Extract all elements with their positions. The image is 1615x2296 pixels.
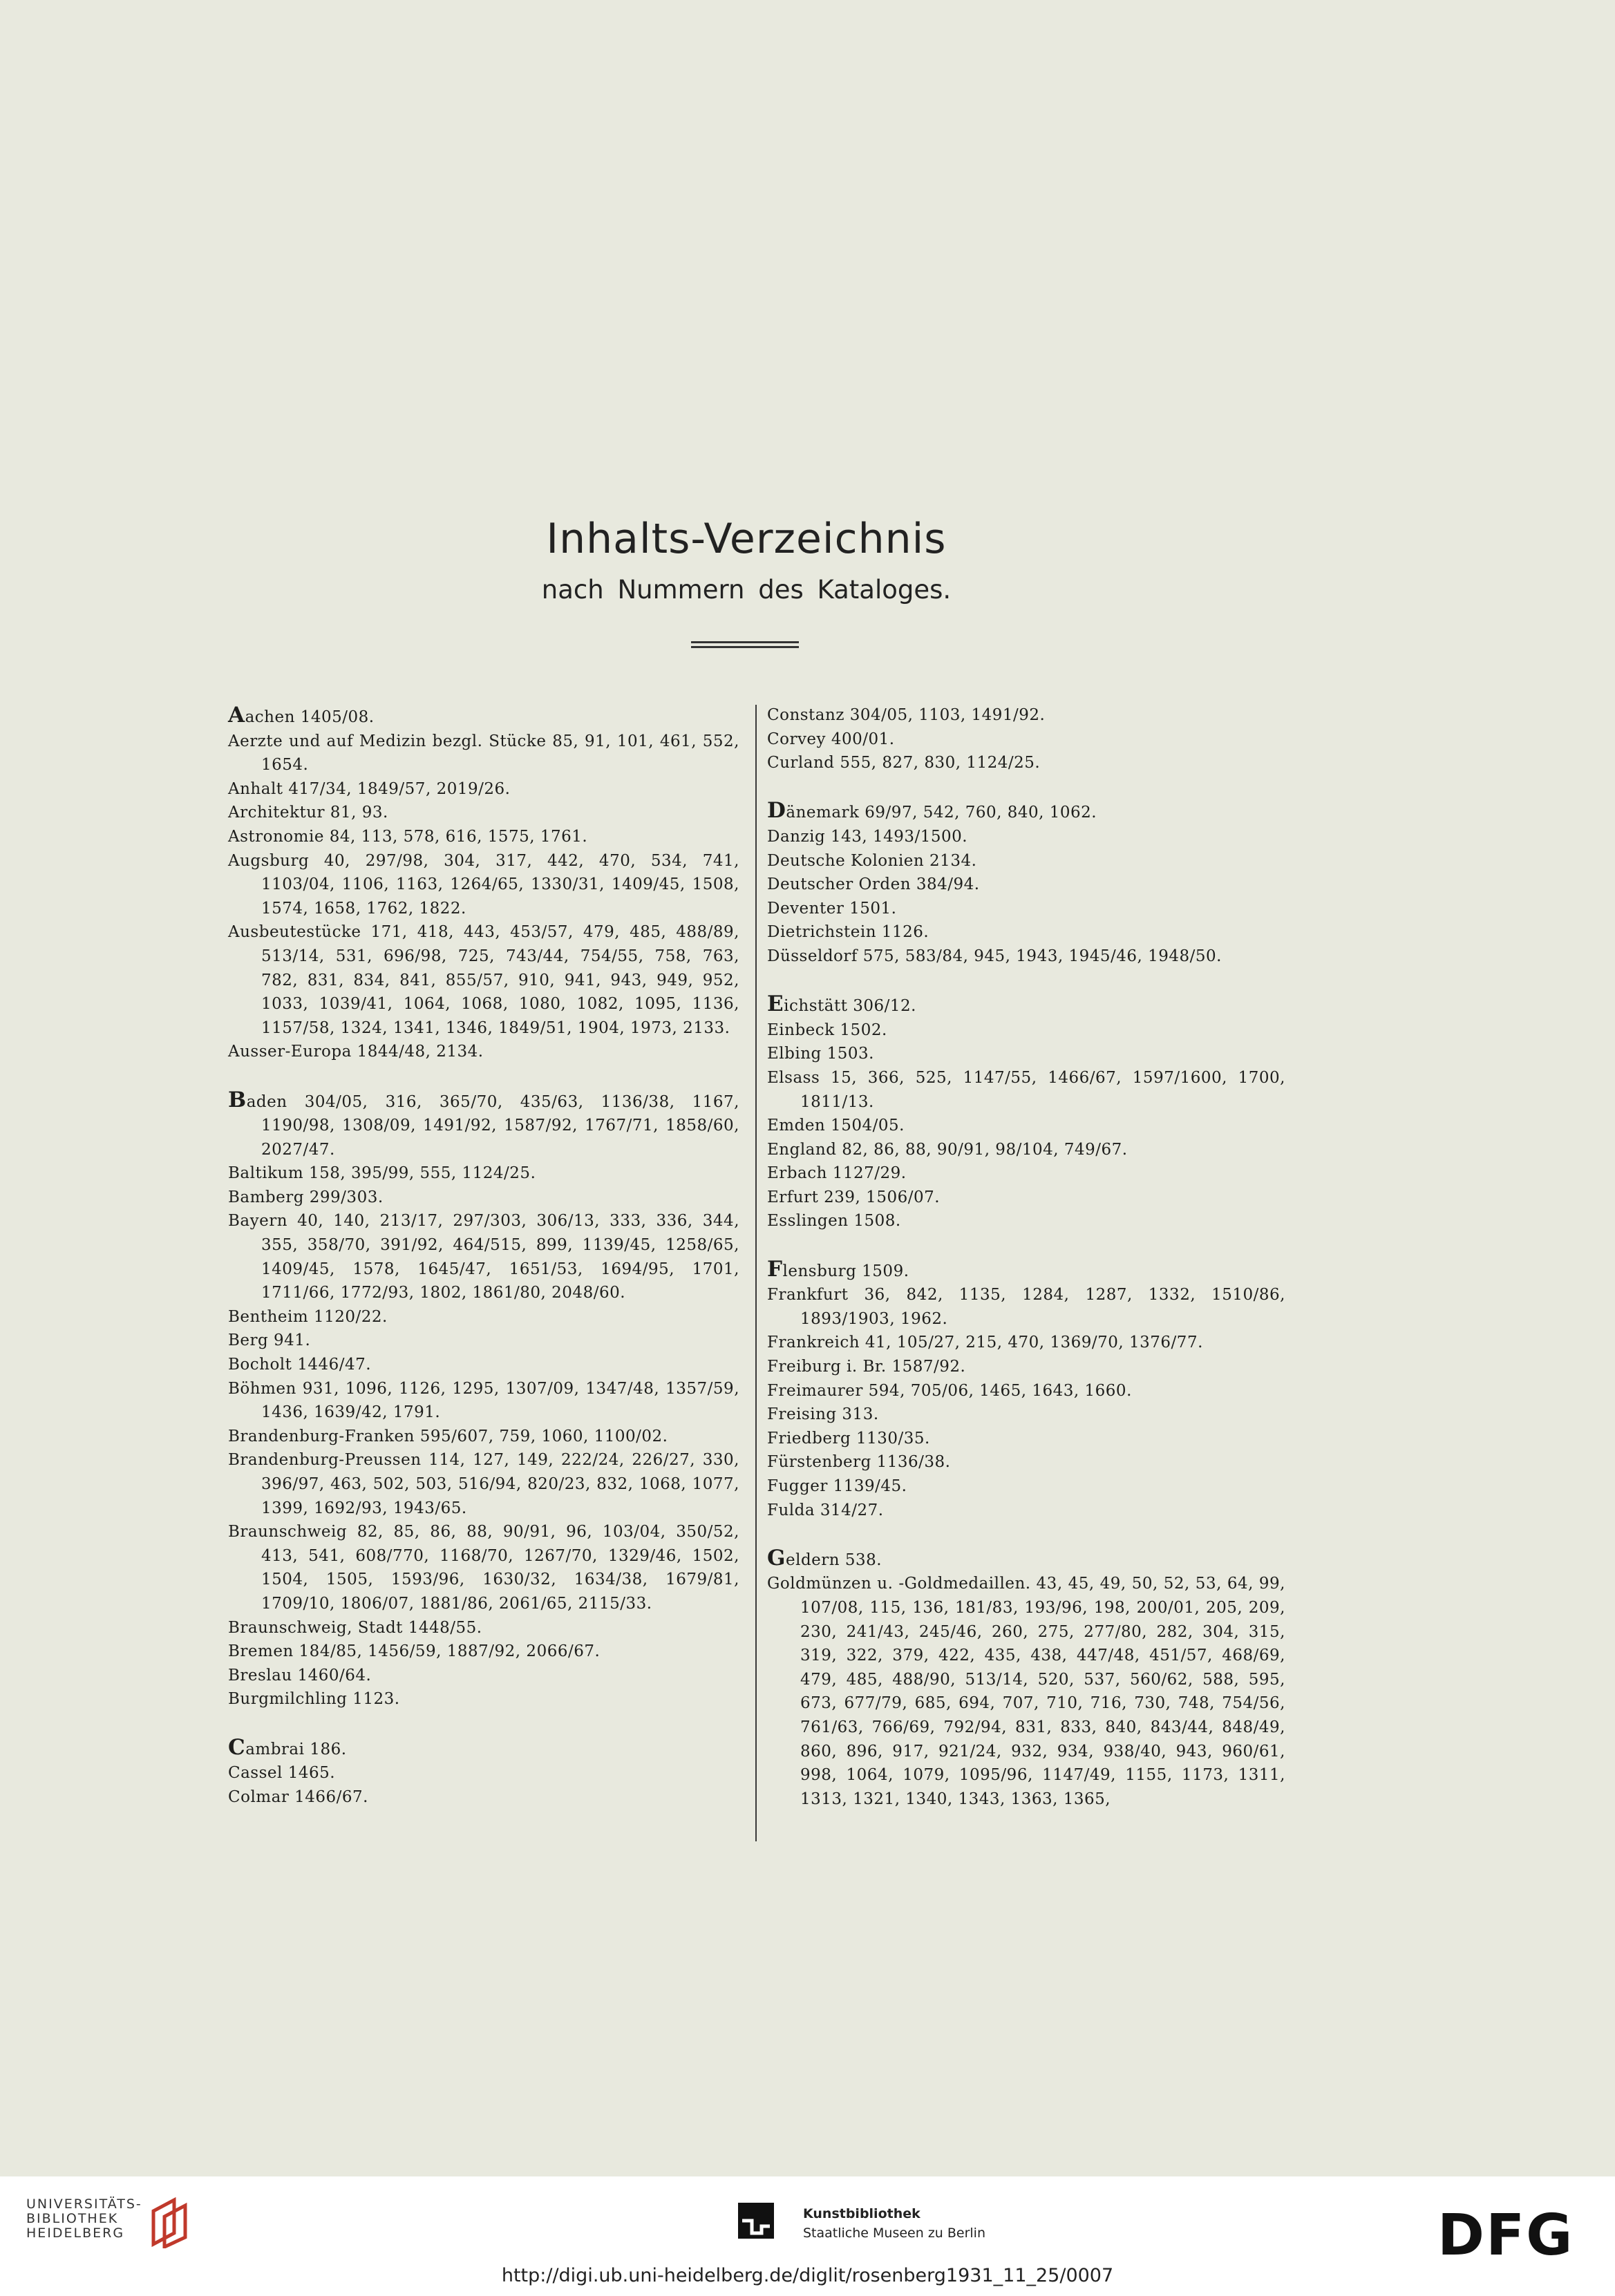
page-title: Inhalts-Verzeichnis: [546, 515, 947, 563]
index-entry: Berg 941.: [228, 1331, 311, 1350]
index-entry: Constanz 304/05, 1103, 1491/92.: [767, 706, 1046, 724]
index-entry-text: eldern 538.: [785, 1550, 882, 1569]
index-entry: Ausbeutestücke 171, 418, 443, 453/57, 479, 485, 488/89, 513/14, 531, 696/98, 725, 743/44, 754/55, 758, 763, 782, 831, 834, 841, 855/57, 910, 941, 943, 949, 952, 1033, 1039/41, 1064, 1068, 1080, 1082, 1095, 1136, 1157/58, 1324, 1341, 1346, 1849/51, 1904, 1973, 2133.: [228, 923, 739, 1037]
index-entry: Burgmilchling 1123.: [228, 1690, 400, 1709]
index-entry-text: aden 304/05, 316, 365/70, 435/63, 1136/38, 1167, 1190/98, 1308/09, 1491/92, 1587/92, 1767/71, 1858/60, 2027/47.: [246, 1092, 739, 1159]
uni-line-3: HEIDELBERG: [26, 2226, 125, 2241]
index-entry: Emden 1504/05.: [767, 1117, 905, 1135]
index-entry: Cassel 1465.: [228, 1764, 336, 1783]
kunstbibliothek-logo-icon[interactable]: [738, 2203, 774, 2239]
index-entry: [767, 799, 1285, 825]
section-initial: G: [767, 1545, 786, 1571]
section-gap: [767, 1233, 1285, 1258]
index-entry: Astronomie 84, 113, 578, 616, 1575, 1761.: [228, 827, 588, 846]
index-entry: [228, 703, 739, 730]
index-entry: [767, 1258, 1285, 1284]
index-entry: [767, 992, 1285, 1018]
title-rule-bottom: [691, 646, 799, 648]
index-entry: Ausser-Europa 1844/48, 2134.: [228, 1043, 484, 1061]
index-entry: Fugger 1139/45.: [767, 1477, 907, 1495]
section-initial: C: [228, 1734, 246, 1760]
index-entry: Elbing 1503.: [767, 1045, 874, 1063]
index-entry: Bayern 40, 140, 213/17, 297/303, 306/13, 333, 336, 344, 355, 358/70, 391/92, 464/515, 899, 1139/45, 1258/65, 1409/45, 1578, 1645/47, 1651/53, 1694/95, 1701, 1711/66, 1772/93, 1802, 1861/80, 2048/60.: [228, 1212, 739, 1302]
index-entry: Frankfurt 36, 842, 1135, 1284, 1287, 1332, 1510/86, 1893/1903, 1962.: [767, 1286, 1285, 1328]
index-entry: [767, 1546, 1285, 1573]
index-entry: Dietrichstein 1126.: [767, 923, 929, 942]
section-gap: [767, 775, 1285, 799]
index-entry: Freiburg i. Br. 1587/92.: [767, 1358, 966, 1376]
index-entry-text: ambrai 186.: [245, 1740, 347, 1758]
index-entry: Brandenburg-Franken 595/607, 759, 1060, 1100/02.: [228, 1427, 668, 1445]
index-entry: Breslau 1460/64.: [228, 1666, 372, 1685]
index-entry: Baltikum 158, 395/99, 555, 1124/25.: [228, 1164, 536, 1183]
index-entry: England 82, 86, 88, 90/91, 98/104, 749/67.: [767, 1140, 1128, 1159]
index-entry: Augsburg 40, 297/98, 304, 317, 442, 470, 534, 741, 1103/04, 1106, 1163, 1264/65, 1330/31, 1409/45, 1508, 1574, 1658, 1762, 1822.: [228, 851, 739, 918]
index-entry: Fürstenberg 1136/38.: [767, 1453, 951, 1472]
section-initial: A: [228, 703, 245, 728]
section-gap: [767, 969, 1285, 993]
index-entry: Anhalt 417/34, 1849/57, 2019/26.: [228, 779, 511, 798]
index-entry: Bentheim 1120/22.: [228, 1307, 388, 1326]
dfg-logo[interactable]: DFG: [1437, 2203, 1574, 2268]
index-entry: Esslingen 1508.: [767, 1212, 901, 1231]
index-entry: Braunschweig, Stadt 1448/55.: [228, 1618, 482, 1637]
index-entry: Braunschweig 82, 85, 86, 88, 90/91, 96, 103/04, 350/52, 413, 541, 608/770, 1168/70, 1267/70, 1329/46, 1502, 1504, 1505, 1593/96, 1630/32, 1634/38, 1679/81, 1709/10, 1806/07, 1881/86, 2061/65, 2115/33.: [228, 1523, 739, 1613]
index-entry-text: ichstätt 306/12.: [784, 997, 916, 1016]
section-gap: [228, 1711, 739, 1736]
index-entry: Brandenburg-Preussen 114, 127, 149, 222/24, 226/27, 330, 396/97, 463, 502, 503, 516/94, 820/23, 832, 1068, 1077, 1399, 1692/93, 1943/65.: [228, 1451, 739, 1517]
index-entry: Goldmünzen u. -Goldmedaillen. 43, 45, 49, 50, 52, 53, 64, 99, 107/08, 115, 136, 181/83, 193/96, 198, 200/01, 205, 209, 230, 241/43, 245/46, 260, 275, 277/80, 282, 304, 315, 319, 322, 379, 422, 435, 438, 447/48, 451/57, 468/69, 479, 485, 488/90, 513/14, 520, 537, 560/62, 588, 595, 673, 677/79, 685, 694, 707, 710, 716, 730, 748, 754/56, 761/63, 766/69, 792/94, 831, 833, 840, 843/44, 848/49, 860, 896, 917, 921/24, 932, 934, 938/40, 943, 960/61, 998, 1064, 1079, 1095/96, 1147/49, 1155, 1173, 1311, 1313, 1321, 1340, 1343, 1363, 1365,: [767, 1575, 1285, 1808]
index-entry: Freimaurer 594, 705/06, 1465, 1643, 1660.: [767, 1381, 1132, 1400]
index-column-right: [767, 703, 1285, 1811]
section-initial: F: [767, 1256, 783, 1282]
uni-heidelberg-wordmark[interactable]: [26, 2197, 142, 2241]
index-entry: Elsass 15, 366, 525, 1147/55, 1466/67, 1597/1600, 1700, 1811/13.: [767, 1068, 1285, 1111]
index-entry: Deutscher Orden 384/94.: [767, 875, 980, 894]
index-entry: Colmar 1466/67.: [228, 1787, 368, 1806]
uni-line-1: UNIVERSITÄTS-: [26, 2197, 142, 2212]
section-initial: B: [228, 1087, 247, 1112]
index-entry: [228, 1736, 739, 1762]
uni-heidelberg-logo-icon[interactable]: [147, 2196, 192, 2248]
title-rule-top: [691, 641, 799, 643]
section-initial: E: [767, 992, 784, 1017]
kunstbibliothek-label[interactable]: [803, 2204, 985, 2243]
index-entry: Architektur 81, 93.: [228, 804, 388, 822]
index-entry: Freising 313.: [767, 1405, 879, 1424]
index-entry: Erfurt 239, 1506/07.: [767, 1188, 941, 1206]
index-entry: Erbach 1127/29.: [767, 1164, 907, 1183]
index-entry: Corvey 400/01.: [767, 730, 895, 748]
index-entry: Aerzte und auf Medizin bezgl. Stücke 85, 91, 101, 461, 552, 1654.: [228, 732, 739, 775]
index-entry: Frankreich 41, 105/27, 215, 470, 1369/70, 1376/77.: [767, 1334, 1203, 1352]
column-divider: [755, 705, 757, 1841]
index-column-left: [228, 703, 739, 1809]
section-gap: [228, 1064, 739, 1088]
page-subtitle: nach Nummern des Kataloges.: [541, 575, 952, 605]
index-entry-text: achen 1405/08.: [245, 708, 375, 726]
kb-name: Kunstbibliothek: [803, 2206, 920, 2221]
section-gap: [767, 1522, 1285, 1546]
index-entry: Curland 555, 827, 830, 1124/25.: [767, 754, 1041, 772]
viewer-footer: [0, 2176, 1615, 2296]
kb-sub: Staatliche Museen zu Berlin: [803, 2226, 986, 2241]
index-entry-text: lensburg 1509.: [782, 1262, 909, 1280]
index-entry: Deventer 1501.: [767, 899, 897, 918]
index-entry: Bremen 184/85, 1456/59, 1887/92, 2066/67.: [228, 1642, 601, 1661]
page-url[interactable]: http://digi.ub.uni-heidelberg.de/diglit/rosenberg1931_11_25/0007: [501, 2265, 1114, 2286]
uni-line-2: BIBLIOTHEK: [26, 2211, 119, 2226]
section-initial: D: [767, 798, 786, 824]
index-entry: Danzig 143, 1493/1500.: [767, 827, 968, 846]
index-entry: Böhmen 931, 1096, 1126, 1295, 1307/09, 1347/48, 1357/59, 1436, 1639/42, 1791.: [228, 1379, 739, 1422]
index-entry: Bocholt 1446/47.: [228, 1356, 372, 1374]
index-entry: Düsseldorf 575, 583/84, 945, 1943, 1945/46, 1948/50.: [767, 947, 1222, 965]
index-entry: Friedberg 1130/35.: [767, 1429, 930, 1448]
index-entry: Einbeck 1502.: [767, 1021, 887, 1039]
index-entry: Fulda 314/27.: [767, 1501, 884, 1519]
index-entry: Deutsche Kolonien 2134.: [767, 851, 977, 870]
index-entry-text: änemark 69/97, 542, 760, 840, 1062.: [786, 804, 1097, 822]
index-entry: [228, 1088, 739, 1162]
index-entry: Bamberg 299/303.: [228, 1188, 384, 1206]
